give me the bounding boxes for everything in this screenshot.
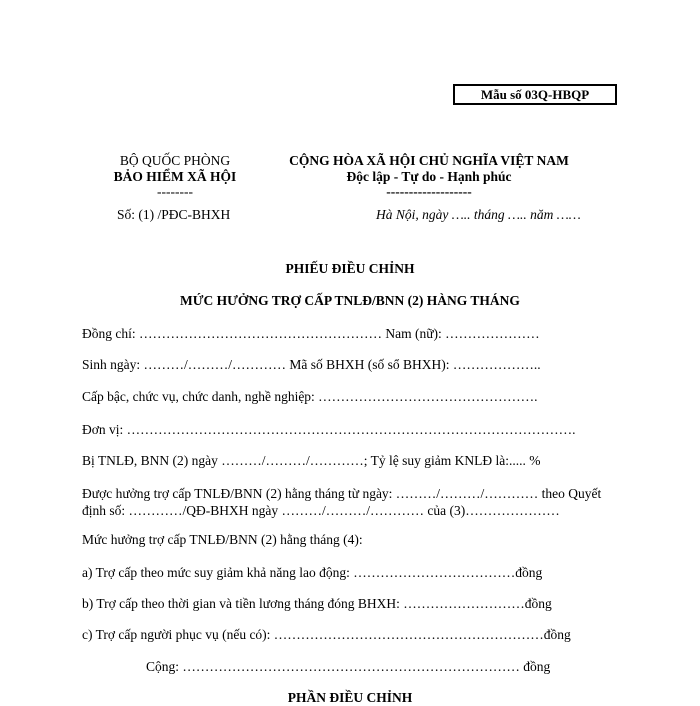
field-rank: Cấp bậc, chức vụ, chức danh, nghề nghiệp: …………………………………………. (82, 389, 538, 404)
agency-name: BẢO HIỂM XÃ HỘI (113, 169, 237, 184)
item-a: a) Trợ cấp theo mức suy giảm khả năng lao động: ………………………………đồng (82, 565, 543, 580)
place-date: Hà Nội, ngày ….. tháng ….. năm …… (376, 207, 581, 222)
header-left-separator: -------- (157, 184, 193, 199)
country-name: CỘNG HÒA XÃ HỘI CHỦ NGHĨA VIỆT NAM (289, 153, 569, 168)
field-unit: Đơn vị: ………………………………………………………………………………………. (82, 422, 576, 437)
header-right-separator: ------------------- (386, 184, 472, 199)
item-c: c) Trợ cấp người phục vụ (nếu có): ……………………………………………………đồng (82, 627, 571, 642)
section-heading: PHẦN ĐIỀU CHỈNH (287, 690, 413, 705)
motto: Độc lập - Tự do - Hạnh phúc (346, 169, 512, 184)
header-right (270, 153, 588, 199)
field-total: Cộng: ………………………………………………………………… đồng (146, 659, 551, 674)
ministry-name: BỘ QUỐC PHÒNG (119, 153, 231, 168)
header-left (95, 153, 255, 199)
field-monthly: Mức hưởng trợ cấp TNLĐ/BNN (2) hằng tháng (4): (82, 532, 363, 547)
field-birth: Sinh ngày: ………/………/………… Mã số BHXH (số sổ BHXH): ……………….. (82, 357, 541, 372)
field-comrade: Đồng chí: ……………………………………………… Nam (nữ): ………………… (82, 326, 540, 341)
field-accident: Bị TNLĐ, BNN (2) ngày ………/………/…………; Tỷ lệ suy giảm KNLĐ là:..... % (82, 453, 541, 468)
document-number: Số: (1) /PĐC-BHXH (117, 207, 231, 222)
field-entitled: Được hưởng trợ cấp TNLĐ/BNN (2) hằng tháng từ ngày: ………/………/………… theo Quyết định số: …………/QĐ-BHXH ngày ………/………/………… của (3)………………… (82, 486, 602, 518)
document-title: PHIẾU ĐIỀU CHỈNH (285, 261, 415, 276)
item-b: b) Trợ cấp theo thời gian và tiền lương tháng đóng BHXH: ………………………đồng (82, 596, 552, 611)
form-code-box: Mẫu số 03Q-HBQP (453, 84, 617, 105)
document-subtitle: MỨC HƯỞNG TRỢ CẤP TNLĐ/BNN (2) HÀNG THÁNG (180, 293, 520, 308)
